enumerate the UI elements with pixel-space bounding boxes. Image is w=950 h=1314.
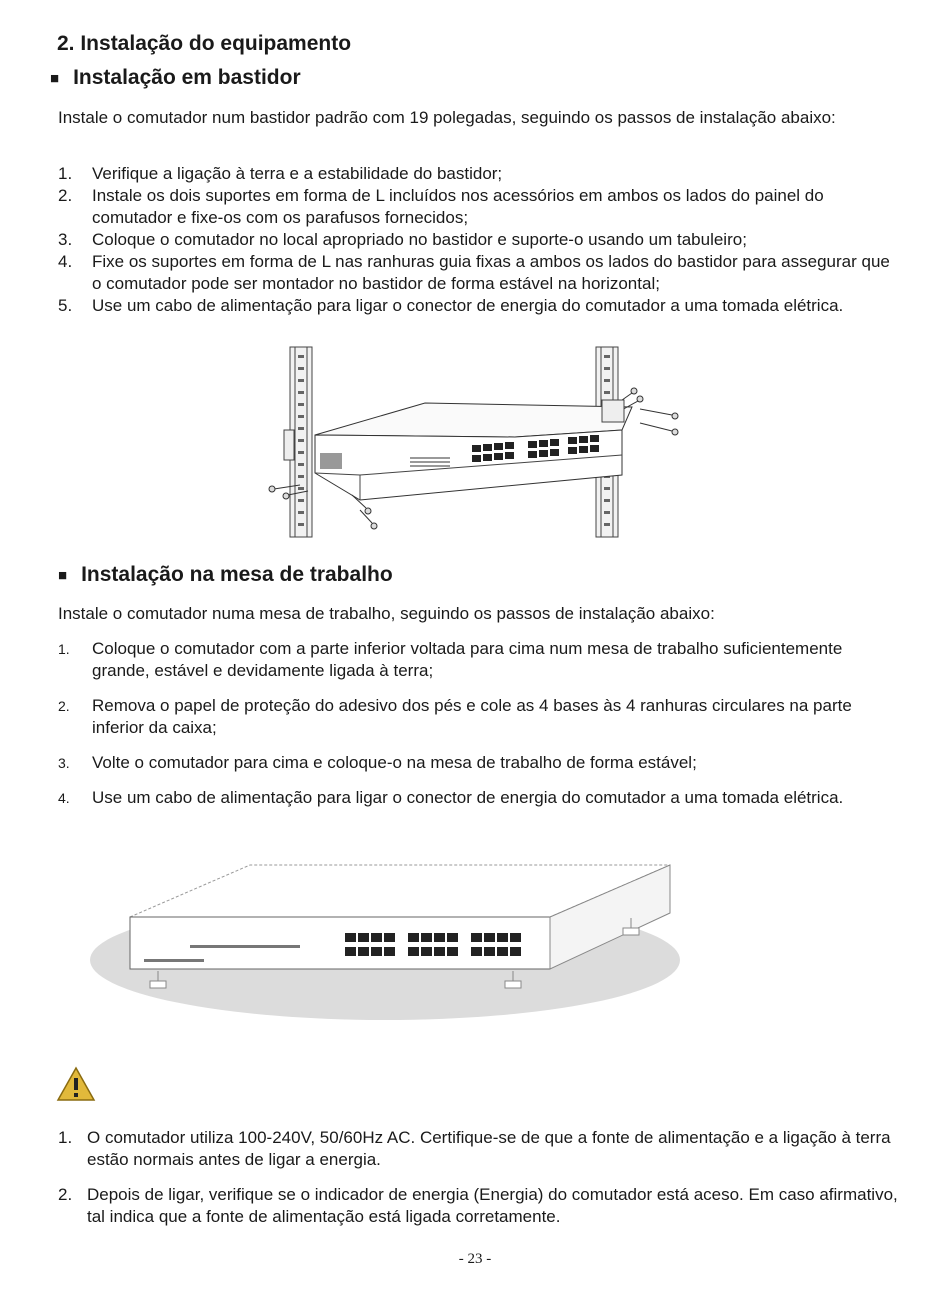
list-text: Fixe os suportes em forma de L nas ranhuras guia fixas a ambos os lados do bastidor para assegurar que o comutador pode ser montador no bastidor de forma estável na horizontal; [92, 252, 890, 293]
list-text: Depois de ligar, verifique se o indicador de energia (Energia) do comutador está aceso. Em caso afirmativo, tal indica que a fonte de alimentação está ligada corretamente. [87, 1185, 898, 1226]
list-item [58, 1184, 898, 1228]
bullet-square: ■ [58, 566, 68, 584]
list-item [58, 295, 898, 317]
list-text: Coloque o comutador no local apropriado no bastidor e suporte-o usando um tabuleiro; [92, 230, 747, 249]
bullet-square: ■ [50, 69, 60, 87]
list-text: Coloque o comutador com a parte inferior voltada para cima num mesa de trabalho suficientemente grande, estável e devidamente ligada à terra; [92, 639, 843, 680]
section-heading-desk [58, 563, 393, 587]
list-item [58, 752, 898, 774]
list-text: Use um cabo de alimentação para ligar o conector de energia do comutador a uma tomada elétrica. [92, 296, 844, 315]
rack-steps-list [58, 163, 898, 317]
list-item [58, 638, 898, 682]
list-item [58, 695, 898, 739]
list-text: Remova o papel de proteção do adesivo dos pés e cole as 4 bases às 4 ranhuras circulares na parte inferior da caixa; [92, 696, 852, 737]
rack-mount-illustration [260, 345, 690, 540]
list-text: Volte o comutador para cima e coloque-o na mesa de trabalho de forma estável; [92, 753, 697, 772]
desk-intro: Instale o comutador numa mesa de trabalho, seguindo os passos de instalação abaixo: [58, 604, 715, 623]
warning-notes-list [58, 1127, 898, 1228]
list-number: 2. [58, 1185, 73, 1204]
list-text: Instale os dois suportes em forma de L incluídos nos acessórios em ambos os lados do painel do comutador e fixe-os com os parafusos fornecidos; [92, 186, 824, 227]
desk-steps-list [58, 638, 898, 809]
page-number: - 23 - [458, 1251, 492, 1267]
list-number: 1. [58, 641, 70, 657]
warning-icon [56, 1066, 96, 1102]
list-text: O comutador utiliza 100-240V, 50/60Hz AC. Certifique-se de que a fonte de alimentação e a ligação à terra estão normais antes de ligar a energia. [87, 1128, 891, 1169]
list-number: 5. [58, 296, 73, 315]
list-item [58, 185, 898, 229]
list-number: 2. [58, 186, 73, 205]
list-item [58, 229, 898, 251]
list-number: 3. [58, 755, 70, 771]
list-item [58, 787, 898, 809]
list-number: 3. [58, 230, 73, 249]
list-number: 4. [58, 252, 73, 271]
desktop-install-illustration [80, 855, 690, 1030]
section-title-desk: Instalação na mesa de trabalho [81, 563, 393, 586]
list-number: 4. [58, 790, 70, 806]
list-item [58, 163, 898, 185]
list-number: 1. [58, 164, 73, 183]
rack-intro: Instale o comutador num bastidor padrão com 19 polegadas, seguindo os passos de instalação abaixo: [58, 108, 836, 127]
list-item [58, 1127, 898, 1171]
list-number: 1. [58, 1128, 73, 1147]
page-title: 2. Instalação do equipamento [57, 32, 352, 55]
list-text: Verifique a ligação à terra e a estabilidade do bastidor; [92, 164, 503, 183]
section-title-rack: Instalação em bastidor [73, 66, 301, 89]
list-number: 2. [58, 698, 70, 714]
list-text: Use um cabo de alimentação para ligar o conector de energia do comutador a uma tomada elétrica. [92, 788, 844, 807]
list-item [58, 251, 898, 295]
section-heading-rack [50, 66, 301, 90]
